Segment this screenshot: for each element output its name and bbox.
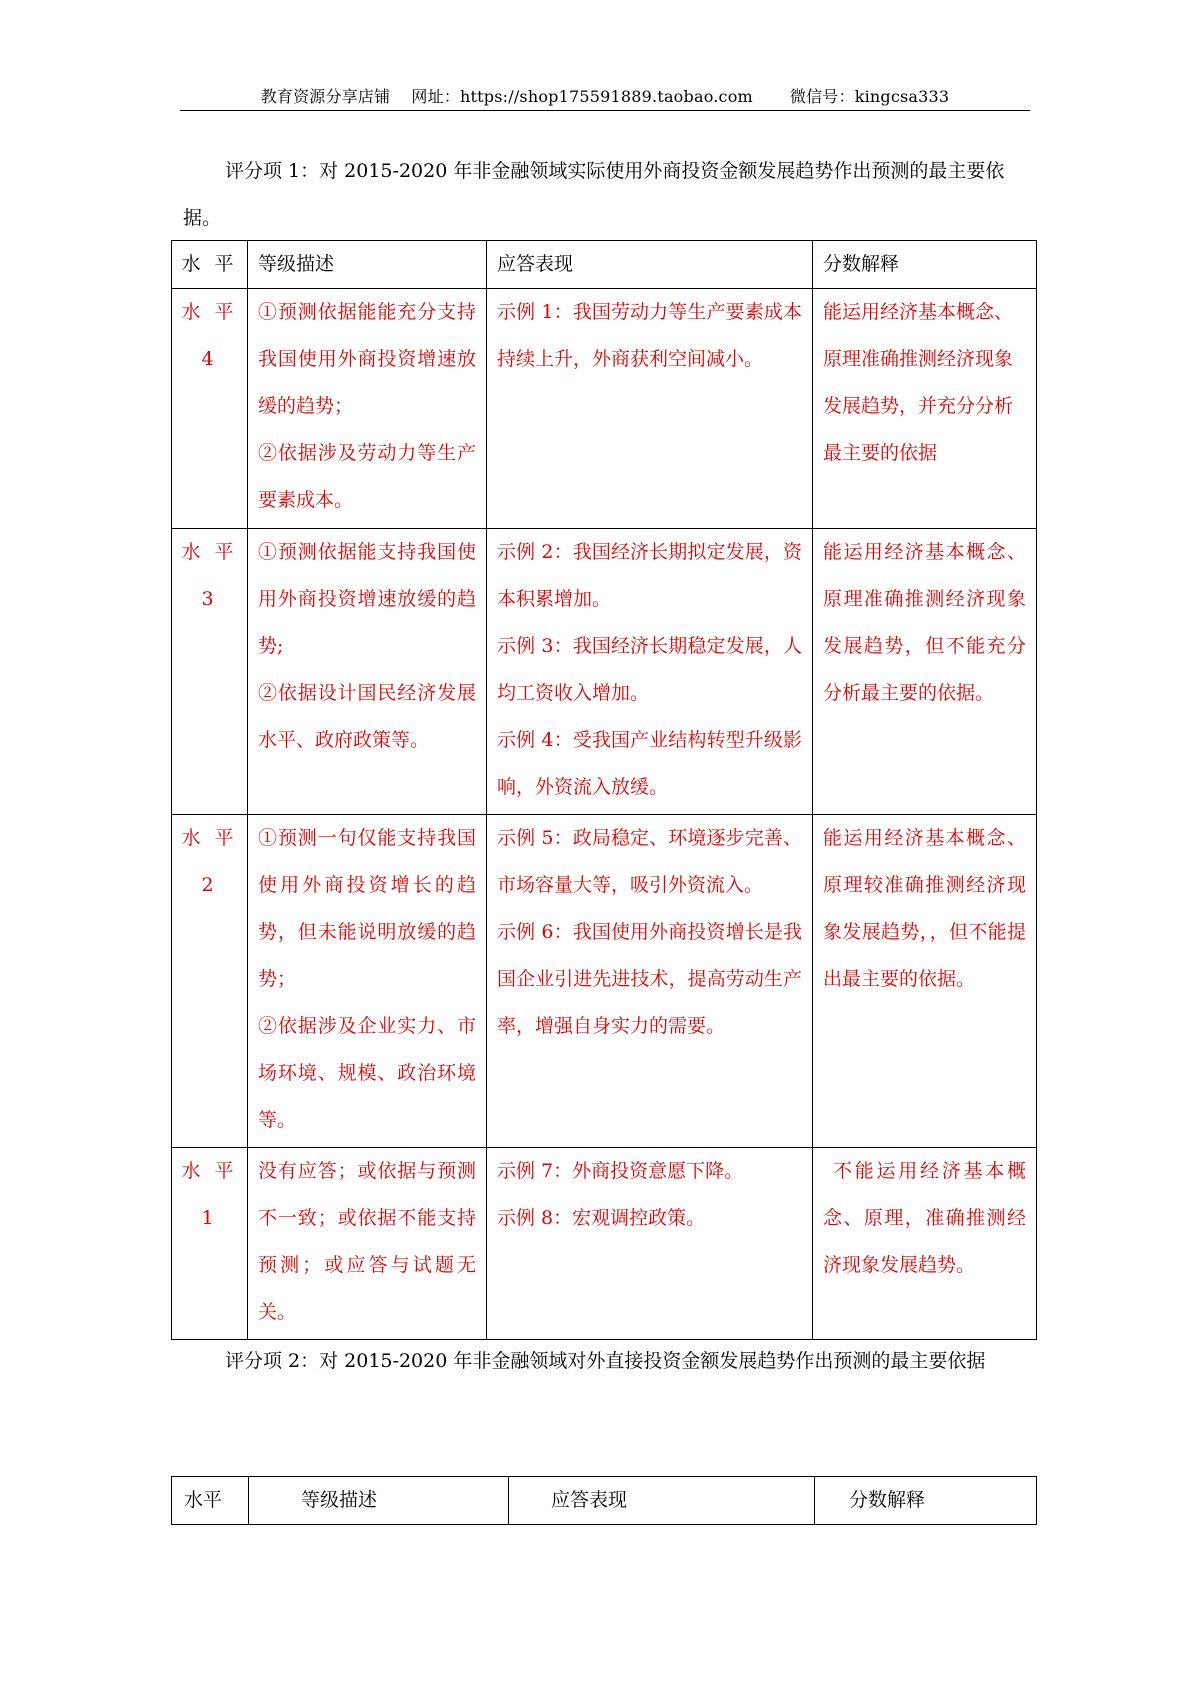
header-explanation: 分数解释 [815,1477,1037,1525]
response-cell [487,289,813,529]
scoring-table-1 [171,240,1037,1340]
explanation-line: 能运用经济基本概念、原理较准确推测经济现象发展趋势，，但不能提出最主要的依据。 [823,827,1026,990]
description-line: ①预测依据能能充分支持我国使用外商投资增速放缓的趋势； [258,301,476,417]
table-header-row [172,1477,1037,1525]
explanation-line: 原理准确推测经济现象发展趋势，并充分分析最主要的依据 [823,348,1014,464]
table-header-row [172,241,1037,289]
description-cell [248,1148,487,1340]
header-description: 等级描述 [249,1477,509,1525]
description-cell [248,529,487,815]
explanation-cell [813,1148,1037,1340]
header-level: 水平 [172,1477,249,1525]
table-row [172,529,1037,815]
response-line: 示例 7：外商投资意愿下降。 [497,1160,744,1182]
page-header: 教育资源分享店铺 网址：https://shop175591889.taobao.com 微信号：kingcsa333 [260,87,950,106]
description-line: 没有应答；或依据与预测不一致；或依据不能支持预测；或应答与试题无关。 [258,1160,476,1323]
response-line: 示例 1：我国劳动力等生产要素成本持续上升，外商获利空间减小。 [497,301,802,370]
explanation-line: 不能运用经济基本概念、原理，准确推测经济现象发展趋势。 [823,1160,1026,1276]
header-level: 水 平 [172,241,248,289]
level-cell: 水 平 3 [172,529,248,815]
description-cell [248,289,487,529]
response-cell [487,529,813,815]
item2-title: 评分项 2：对 2015-2020 年非金融领域对外直接投资金额发展趋势作出预测的最主要依据 [225,1350,986,1372]
explanation-line: 能运用经济基本概念、原理准确推测经济现象发展趋势，但不能充分分析最主要的依据。 [823,541,1026,704]
header-divider [180,110,1030,111]
item1-title: 评分项 1：对 2015-2020 年非金融领域实际使用外商投资金额发展趋势作出预测的最主要依据。 [183,160,1005,229]
table-row [172,815,1037,1148]
scoring-table-2 [171,1476,1037,1525]
header-response: 应答表现 [487,241,813,289]
explanation-line: 能运用经济基本概念、 [823,301,1014,323]
level-cell: 水 平 4 [172,289,248,529]
response-line: 示例 4：受我国产业结构转型升级影响，外资流入放缓。 [497,729,802,798]
explanation-cell [813,289,1037,529]
response-line: 示例 2：我国经济长期拟定发展，资本积累增加。 [497,541,802,610]
description-line: ②依据涉及企业实力、市场环境、规模、政治环境等。 [258,1015,476,1131]
description-line: ②依据涉及劳动力等生产要素成本。 [258,442,476,511]
response-line: 示例 3：我国经济长期稳定发展，人均工资收入增加。 [497,635,802,704]
table-row [172,289,1037,529]
response-cell [487,1148,813,1340]
response-line: 示例 8：宏观调控政策。 [497,1207,706,1229]
description-line: ①预测依据能支持我国使用外商投资增速放缓的趋势; [258,541,476,657]
description-line: ①预测一句仅能支持我国使用外商投资增长的趋势，但未能说明放缓的趋势； [258,827,476,990]
level-cell: 水 平 1 [172,1148,248,1340]
header-explanation: 分数解释 [813,241,1037,289]
level-cell: 水 平 2 [172,815,248,1148]
explanation-cell [813,529,1037,815]
description-cell [248,815,487,1148]
response-line: 示例 5：政局稳定、环境逐步完善、市场容量大等，吸引外资流入。 [497,827,802,896]
header-description: 等级描述 [248,241,487,289]
response-line: 示例 6：我国使用外商投资增长是我国企业引进先进技术，提高劳动生产率，增强自身实力的需要。 [497,921,802,1037]
table-row [172,1148,1037,1340]
response-cell [487,815,813,1148]
explanation-cell [813,815,1037,1148]
description-line: ②依据设计国民经济发展水平、政府政策等。 [258,682,476,751]
header-response: 应答表现 [509,1477,815,1525]
